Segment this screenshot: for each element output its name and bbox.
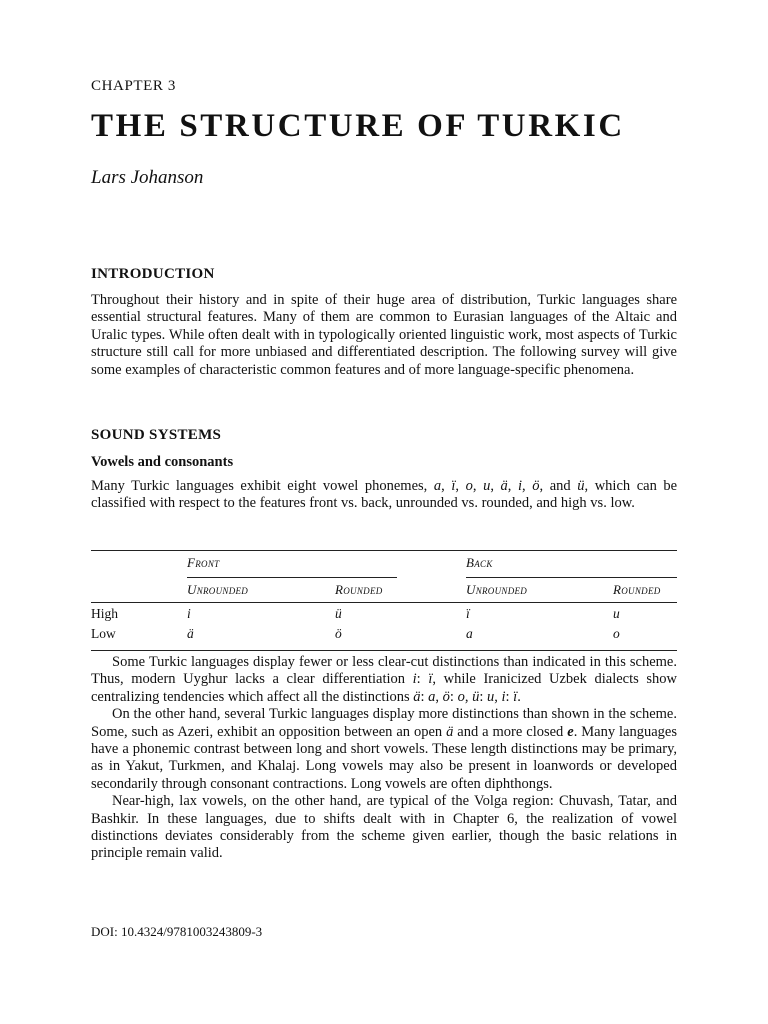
table-cell: a — [466, 626, 473, 641]
text-run: On the other hand, several Turkic languages display more distinctions than shown in the scheme. Some, such as Azeri, exhibit an opposition between an open — [91, 706, 677, 740]
chapter-label: CHAPTER 3 — [91, 78, 176, 94]
table-cell: ö — [335, 626, 342, 641]
chapter-title: THE STRUCTURE OF TURKIC — [91, 108, 625, 144]
text-run: , — [435, 688, 443, 705]
vowels-intro-paragraph — [91, 478, 677, 513]
vowels-intro-text: Many Turkic languages exhibit eight vowel phonemes, — [91, 478, 434, 494]
vowel-run: e — [567, 723, 574, 740]
text-run: : — [479, 688, 487, 705]
table-subheader-back-unrounded: Unrounded — [466, 582, 528, 597]
vowel-run: a — [428, 688, 436, 705]
table-header-rule — [91, 602, 677, 603]
vowel-item: i — [518, 478, 523, 494]
table-bottom-rule — [91, 650, 677, 651]
text-run: . — [517, 688, 521, 705]
table-subheader-front-rounded: Rounded — [335, 582, 383, 597]
text-run: and a more closed — [453, 723, 568, 740]
paragraph-volga: Near-high, lax vowels, on the other hand, are typical of the Volga region: Chuvash, Tatar, and Bashkir. In these languages, due to shifts dealt with in Chapter 6, the realization of vowel distinctions deviates considerably from the scheme given earlier, though the basic relations in principle remain valid. — [91, 793, 677, 862]
paragraph-uyghur — [91, 654, 677, 706]
vowels-intro-and: , and — [539, 478, 578, 494]
vowel-item: ï — [451, 478, 456, 494]
vowel-run: ï — [513, 688, 518, 705]
doi-footer: DOI: 10.4324/9781003243809-3 — [91, 924, 263, 939]
vowel-run: ï — [428, 671, 433, 688]
text-run: Some Turkic languages display fewer or less clear-cut distinctions than indicated in this scheme. Thus, modern Uyghur lacks a clear differentiation — [91, 654, 677, 688]
vowel-run: u — [486, 688, 495, 705]
table-cell: ä — [187, 626, 194, 641]
vowel-run: i — [412, 671, 417, 688]
vowel-run: ä — [446, 723, 454, 740]
table-group-back: Back — [466, 555, 493, 570]
vowel-run: ö — [442, 688, 450, 705]
vowel-run: o — [457, 688, 465, 705]
author-name: Lars Johanson — [91, 167, 204, 188]
vowel-run: ä — [413, 688, 421, 705]
text-run: : — [505, 688, 514, 705]
vowel-table — [91, 550, 677, 651]
body-text — [91, 654, 677, 863]
introduction-heading: INTRODUCTION — [91, 266, 215, 282]
table-cell: ï — [466, 606, 470, 621]
table-subheader-back-rounded: Rounded — [613, 582, 661, 597]
text-run: . Many languages have a phonemic contrast between long and short vowels. These length distinctions may be primary, as in Yakut, Turkmen, and Khalaj. Long vowels may also be present in loanwords or developed secondarily through consonant contractions. Long vowels are often diphthongs. — [91, 723, 677, 792]
table-cell: o — [613, 626, 620, 641]
vowel-list: a, ï, o, u, ä, i, ö — [433, 478, 540, 494]
text-run: , — [494, 688, 502, 705]
table-cell: u — [613, 606, 620, 621]
sound-systems-heading: SOUND SYSTEMS — [91, 427, 222, 443]
table-cell: i — [187, 606, 191, 621]
vowel-item: u — [483, 478, 491, 494]
table-group-front: Front — [187, 555, 220, 570]
vowel-item: o — [465, 478, 473, 494]
vowel-run: ü — [472, 688, 480, 705]
introduction-paragraph: Throughout their history and in spite of their huge area of distribution, Turkic languages share essential structural features. Many of them are common to Eurasian languages of the Altaic and Uralic types. While often dealt with in typologically oriented linguistic work, most aspects of Turkic structure still call for more unbiased and differentiated description. The following survey will give some examples of characteristic common features and of more language-specific phenomena. — [91, 292, 677, 378]
vowel-run: i — [501, 688, 506, 705]
text-run: : — [416, 671, 429, 688]
vowels-intro-text-end: , which can be classified with respect to the features front vs. back, unrounded vs. rounded, and high vs. low. — [91, 478, 678, 512]
table-row-label-high: High — [91, 606, 118, 621]
text-run: , — [464, 688, 473, 705]
text-run: : — [449, 688, 458, 705]
table-top-rule — [91, 550, 677, 551]
text-run: , while Iranicized Uzbek dialects show centralizing tendencies which affect all the distinctions — [91, 671, 678, 705]
vowel-item: ä — [500, 478, 508, 494]
table-row-label-low: Low — [91, 626, 116, 641]
text-run: : — [420, 688, 429, 705]
table-subheader-front-unrounded: Unrounded — [187, 582, 249, 597]
table-cell: ü — [335, 606, 342, 621]
paragraph-azeri — [91, 706, 677, 793]
table-back-rule — [466, 577, 677, 578]
table-front-rule — [187, 577, 397, 578]
vowel-item: a — [433, 478, 442, 494]
vowels-consonants-subheading: Vowels and consonants — [91, 454, 234, 470]
vowel-last: ü — [577, 478, 585, 494]
vowel-item: ö — [532, 478, 540, 494]
